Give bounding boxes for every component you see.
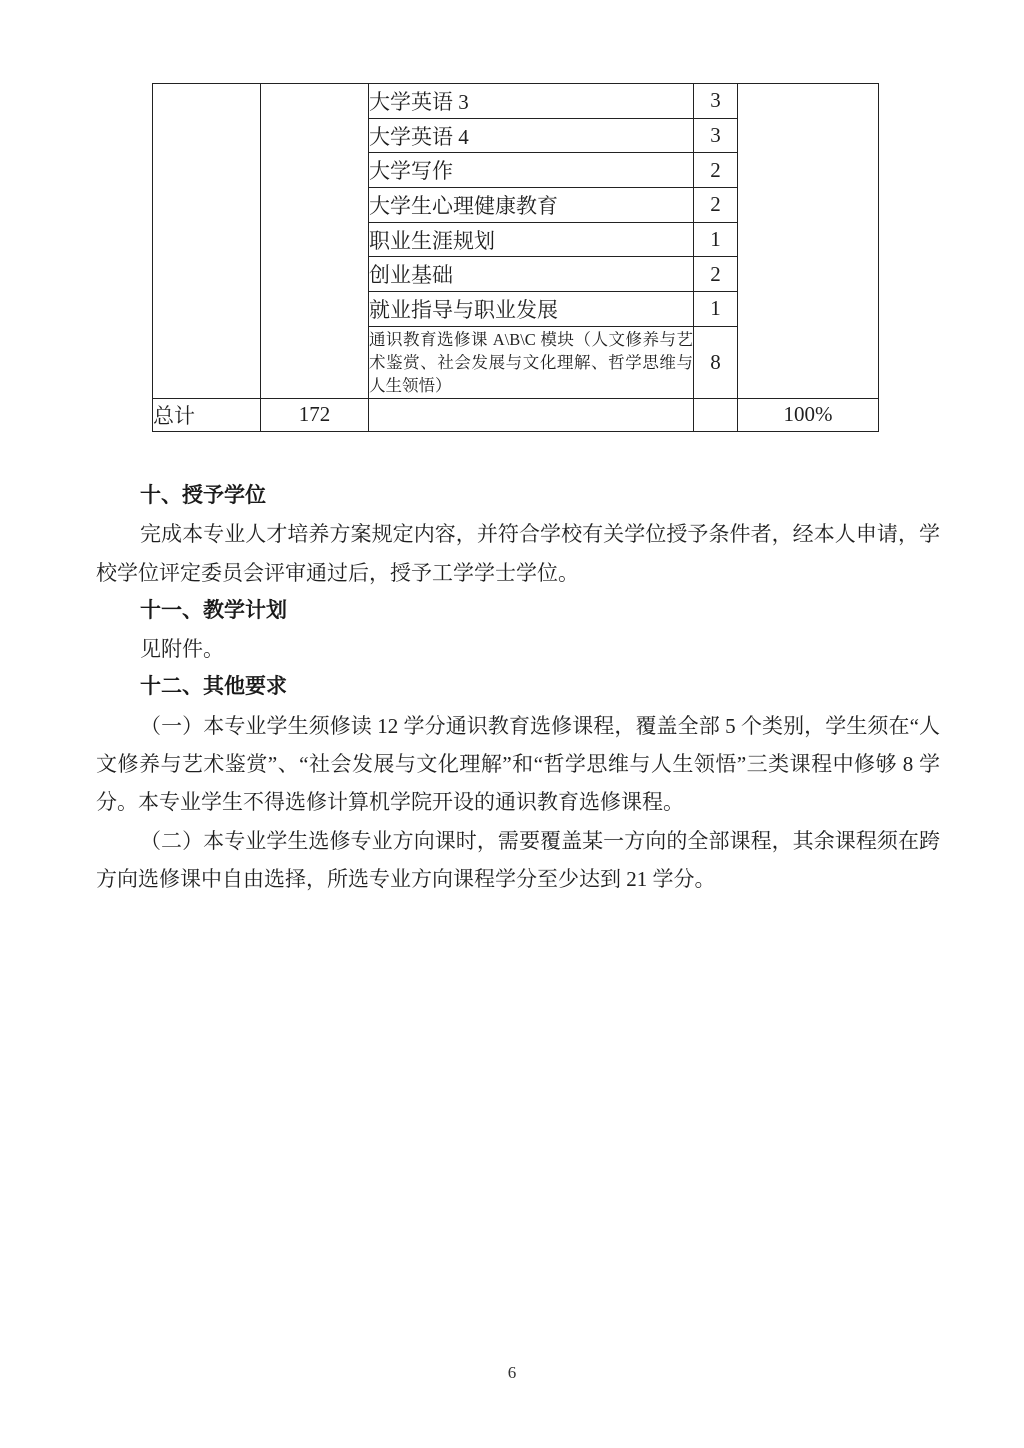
- course-cell: 职业生涯规划: [369, 222, 694, 257]
- credit-cell: 2: [694, 188, 738, 223]
- credit-cell: 3: [694, 84, 738, 119]
- paragraph-teaching-plan: 见附件。: [140, 637, 224, 662]
- paragraph-other-requirement-2: （二）本专业学生选修专业方向课时，需要覆盖某一方向的全部课程，其余课程须在跨方向选修课中自由选择，所选专业方向课程学分至少达到 21 学分。: [96, 828, 940, 891]
- subtotal-cell-empty: [261, 84, 369, 399]
- course-cell: 通识教育选修课 A\B\C 模块（人文修养与艺术鉴赏、社会发展与文化理解、哲学思维与人生领悟）: [369, 326, 694, 398]
- credit-cell: 3: [694, 118, 738, 153]
- page-number: 6: [507, 1363, 517, 1382]
- credit-cell: 8: [694, 326, 738, 398]
- course-cell: 大学英语 3: [369, 84, 694, 119]
- course-cell: 大学生心理健康教育: [369, 188, 694, 223]
- document-body: [96, 477, 940, 898]
- total-empty-cell: [694, 398, 738, 431]
- table-row: [153, 84, 879, 119]
- credit-cell: 2: [694, 153, 738, 188]
- category-cell-empty: [153, 84, 261, 399]
- percent-cell-empty: [738, 84, 879, 399]
- total-credits-cell: 172: [261, 398, 369, 431]
- curriculum-table: [152, 83, 879, 432]
- course-cell: 大学写作: [369, 153, 694, 188]
- course-cell: 大学英语 4: [369, 118, 694, 153]
- course-cell: 就业指导与职业发展: [369, 292, 694, 327]
- section-heading-other-requirements: 十二、其他要求: [140, 675, 287, 699]
- total-percent-cell: 100%: [738, 398, 879, 431]
- section-heading-degree: 十、授予学位: [140, 484, 266, 507]
- paragraph-other-requirement-1: （一）本专业学生须修读 12 学分通识教育选修课程，覆盖全部 5 个类别，学生须在“人文修养与艺术鉴赏”、“社会发展与文化理解”和“哲学思维与人生领悟”三类课程中修够 8 学分。本专业学生不得选修计算机学院开设的通识教育选修课程。: [96, 713, 940, 815]
- credit-cell: 1: [694, 222, 738, 257]
- credit-cell: 2: [694, 257, 738, 292]
- total-label-cell: 总计: [153, 398, 261, 431]
- total-empty-cell: [369, 398, 694, 431]
- table-total-row: [153, 398, 879, 431]
- course-cell: 创业基础: [369, 257, 694, 292]
- credit-cell: 1: [694, 292, 738, 327]
- section-heading-teaching-plan: 十一、教学计划: [140, 598, 287, 622]
- paragraph-degree: 完成本专业人才培养方案规定内容，并符合学校有关学位授予条件者，经本人申请，学校学位评定委员会评审通过后，授予工学学士学位。: [96, 522, 940, 585]
